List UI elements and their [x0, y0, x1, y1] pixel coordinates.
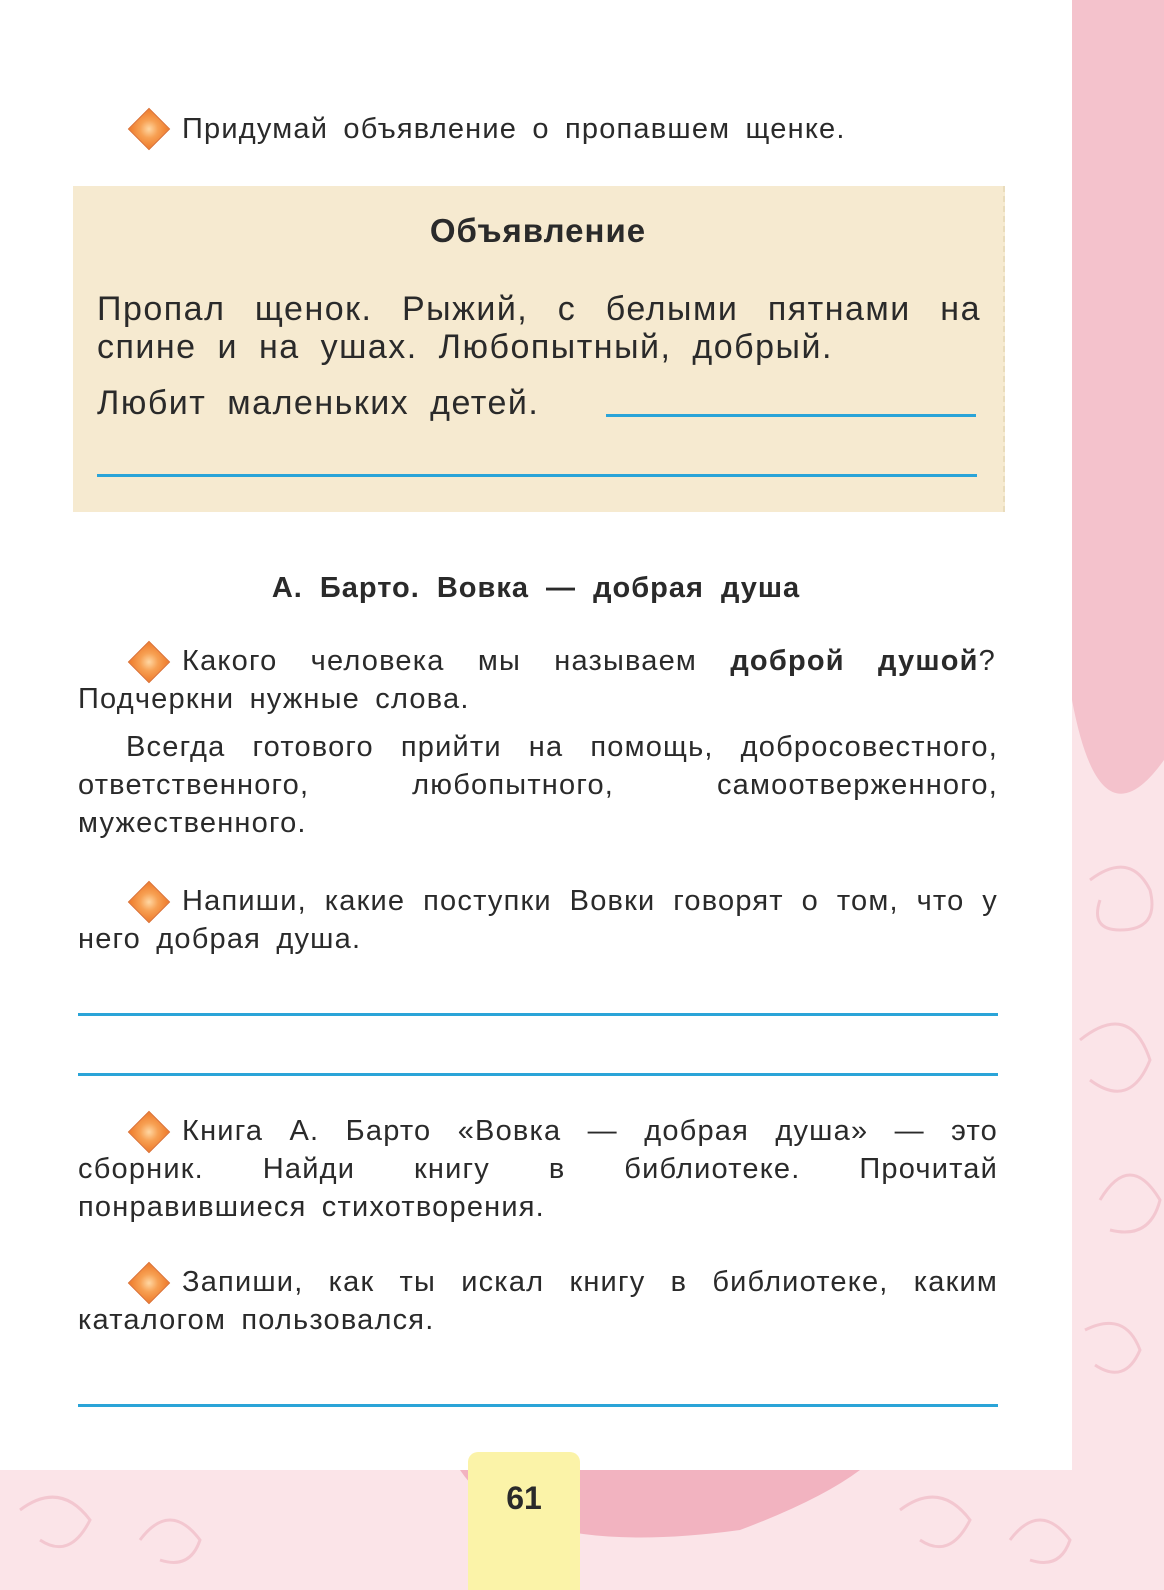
task-good-soul-bold: доброй душой	[730, 645, 979, 677]
ad-text: Пропал щенок. Рыжий, с белыми пятнами на спине и на ушах. Любопытный, добрый.	[97, 290, 981, 366]
page-number: 61	[468, 1452, 580, 1590]
writing-line[interactable]	[78, 1404, 998, 1407]
good-soul-options: Всегда готового прийти на помощь, добросовестного, ответственного, любопытного, самоотверженного, мужественного.	[78, 731, 998, 839]
task-catalog: Запиши, как ты искал книгу в библиотеке, каким каталогом пользовался.	[78, 1266, 998, 1336]
section-heading: А. Барто. Вовка — добрая душа	[271, 572, 801, 604]
writing-line[interactable]	[606, 414, 976, 417]
writing-line[interactable]	[78, 1013, 998, 1016]
task-book: Книга А. Барто «Вовка — добрая душа» — это сборник. Найди книгу в библиотеке. Прочитай понравившиеся стихотворения.	[78, 1115, 998, 1223]
task-good-soul-part2: ? Подчеркни нужные слова.	[78, 645, 996, 715]
writing-line[interactable]	[78, 1073, 998, 1076]
ad-text-last: Любит маленьких детей.	[97, 384, 540, 422]
writing-line[interactable]	[97, 474, 977, 477]
task-deeds: Напиши, какие поступки Вовки говорят о том, что у него добрая душа.	[78, 885, 998, 955]
ad-card	[73, 186, 1005, 512]
task-good-soul	[78, 642, 996, 718]
ad-title: Объявление	[429, 212, 647, 249]
task-ad: Придумай объявление о пропавшем щенке.	[182, 113, 846, 145]
task-good-soul-part1: Какого человека мы называем	[182, 645, 731, 677]
